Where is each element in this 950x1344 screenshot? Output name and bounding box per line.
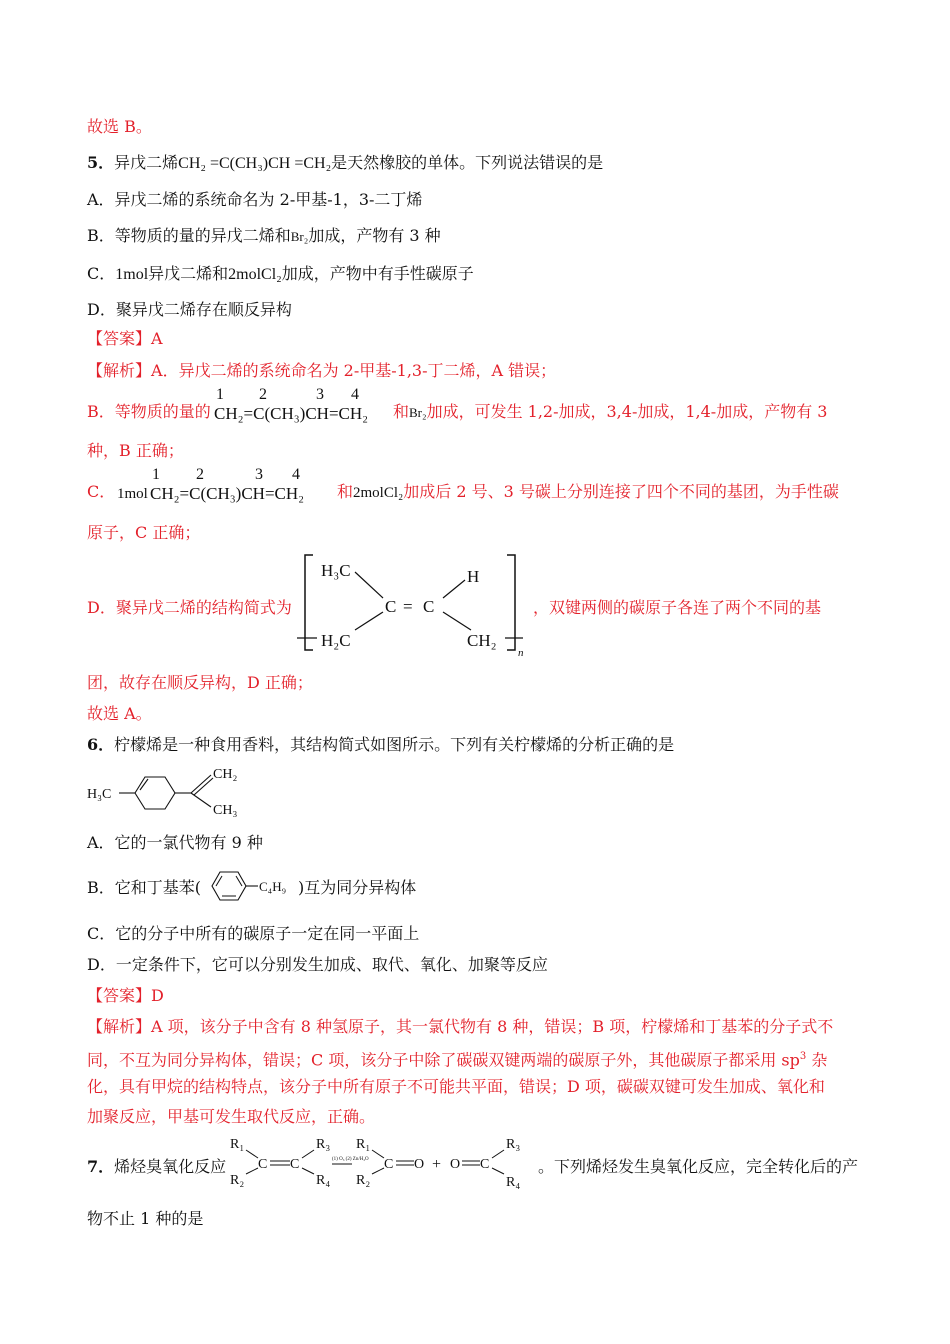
label-h3c: H₃C	[321, 561, 351, 580]
bond-ch3	[355, 572, 383, 598]
q5-exp-b-tail: 加成，可发生 1,2-加成，3,4-加成，1,4-加成，产物有 3	[426, 402, 828, 421]
q7-stem-b: 。下列烯烃发生臭氧化反应，完全转化后的产	[538, 1157, 859, 1176]
label-ch3: CH₃	[213, 803, 238, 818]
bond-ch2-b	[194, 778, 213, 795]
bond-r1-product	[372, 1150, 384, 1158]
q4-conclusion: 故选 B。	[87, 117, 152, 136]
q5-exp-c-formula: CH₂=C(CH₃)CH=CH₂	[150, 484, 305, 503]
q5-option-c-1mol: 1mol	[115, 266, 149, 283]
q6-stem-text: 柠檬烯是一种食用香料，其结构简式如图所示。下列有关柠檬烯的分析正确的是	[114, 735, 675, 754]
q5-stem-a: 异戊二烯	[114, 153, 179, 172]
reaction-condition: (1) O₃ (2) Zn/H₂O	[332, 1157, 369, 1162]
carbon-number-2: 2	[196, 466, 204, 483]
q5-exp-c-numbers	[150, 466, 330, 486]
ozonolysis-reaction	[228, 1130, 540, 1192]
bond-ch2-a	[191, 775, 211, 793]
q6-exp-l1: A 项，该分子中含有 8 种氢原子，其一氯代物有 8 种，错误；B 项，柠檬烯和丁基苯的分子式不	[151, 1017, 834, 1036]
label-c1: C	[385, 597, 397, 616]
label-c4h9: C₄H₉	[259, 879, 287, 894]
q6-option-a: A．它的一氯代物有 9 种	[87, 833, 263, 852]
label-r1-product: R₁	[356, 1137, 371, 1152]
q5-explanation-a	[87, 360, 556, 382]
bond-r1	[246, 1150, 258, 1158]
q5-exp-d-tail: ，双键两侧的碳原子各连了两个不同的基	[533, 598, 822, 617]
q6-exp-l2-b: 杂	[806, 1050, 828, 1070]
q5-exp-d-pre: D．聚异戊二烯的结构简式为	[87, 598, 292, 617]
q6-explanation-1	[87, 1016, 833, 1038]
carbon-number-3: 3	[255, 466, 263, 483]
carbon-number-3: 3	[316, 386, 324, 403]
q5-option-c	[87, 263, 474, 286]
bond-h	[443, 580, 465, 598]
q5-option-a: A．异戊二烯的系统命名为 2-甲基-1，3-二丁烯	[87, 190, 423, 209]
q5-option-b	[87, 225, 441, 248]
q5-exp-c-rest	[337, 481, 839, 504]
q5-exp-c-pre: C．	[87, 482, 116, 501]
label-r3-product: R₃	[506, 1137, 521, 1152]
label-ch2: CH₂	[213, 767, 238, 782]
q5-exp-b-numbers	[214, 386, 394, 406]
q6-exp-tag: 【解析】	[87, 1017, 152, 1036]
q7-stem-a: 烯烃臭氧化反应	[114, 1157, 227, 1176]
bond-r4	[302, 1168, 314, 1174]
q7-number: 7．	[87, 1157, 115, 1176]
q5-option-b-br2: Br₂	[290, 229, 309, 244]
q5-exp-b-and: 和	[393, 402, 410, 421]
q5-option-b-tail: 加成，产物有 3 种	[308, 226, 441, 245]
bond-ch2-left	[355, 612, 383, 630]
q6-option-b	[87, 877, 201, 899]
q5-number: 5．	[87, 153, 115, 172]
label-r2-product: R₂	[356, 1173, 371, 1188]
q5-option-c-letter: C．	[87, 264, 116, 283]
q5-exp-c-cl2: 2molCl₂	[353, 485, 404, 501]
carbon-number-2: 2	[259, 386, 267, 403]
carbon-number-1: 1	[216, 386, 224, 403]
limonene-structure	[85, 760, 265, 820]
q6-option-b-pre: B．它和丁基苯(	[87, 878, 202, 897]
label-c2: C	[423, 597, 435, 616]
label-r4-product: R₄	[506, 1175, 521, 1190]
q5-exp-c-and: 和	[337, 482, 354, 501]
bond-r3	[302, 1150, 314, 1158]
label-h2c: H₂C	[321, 631, 351, 650]
carbon-number-1: 1	[152, 466, 160, 483]
butylbenzene-structure	[202, 868, 298, 904]
q6-option-b-tail: )互为同分异构体	[298, 878, 417, 897]
q5-stem-b: 是天然橡胶的单体。下列说法错误的是	[331, 153, 604, 172]
q6-explanation-4: 加聚反应，甲基可发生取代反应，正确。	[87, 1107, 376, 1126]
bond-r2-product	[372, 1168, 384, 1174]
q6-answer: 【答案】D	[87, 986, 164, 1005]
q7-stem	[87, 1156, 226, 1178]
q5-exp-c-tail2: 原子，C 正确；	[87, 523, 201, 542]
q5-exp-b-rest	[393, 401, 827, 424]
q5-option-c-cl2: 2molCl₂	[228, 266, 282, 283]
label-h: H	[467, 567, 480, 586]
q5-exp-b-tail2: 种，B 正确；	[87, 441, 184, 460]
label-r4: R₄	[316, 1173, 331, 1188]
q6-number: 6．	[87, 735, 115, 754]
label-n: n	[518, 647, 524, 659]
label-c-left: C	[258, 1157, 268, 1172]
label-r1: R₁	[230, 1137, 245, 1152]
q6-option-c: C．它的分子中所有的碳原子一定在同一平面上	[87, 924, 420, 943]
label-plus: +	[432, 1156, 442, 1173]
bond-ch2-right	[443, 612, 471, 630]
label-r2: R₂	[230, 1173, 245, 1188]
q5-exp-tag: 【解析】	[87, 361, 152, 380]
q5-exp-d-tail2: 团，故存在顺反异构，D 正确；	[87, 673, 313, 692]
polyisoprene-structure	[295, 550, 535, 660]
label-o2: O	[450, 1157, 461, 1172]
bond-r4-product	[492, 1168, 504, 1174]
ring	[135, 777, 175, 809]
label-eq: =	[403, 597, 413, 616]
carbon-number-4: 4	[292, 466, 300, 483]
label-o1: O	[414, 1157, 425, 1172]
label-c-product1: C	[384, 1157, 394, 1172]
q5-exp-c-1mol: 1mol	[117, 486, 148, 502]
label-c-product2: C	[480, 1157, 490, 1172]
q7-stem-c: 物不止 1 种的是	[87, 1209, 204, 1228]
q5-explanation-b	[87, 401, 211, 423]
q5-option-c-tail: 加成，产物中有手性碳原子	[281, 264, 474, 283]
q6-explanation-2	[87, 1046, 827, 1071]
q5-conclusion: 故选 A。	[87, 704, 152, 723]
label-c-right: C	[290, 1157, 300, 1172]
q5-option-c-mid: 异戊二烯和	[148, 264, 229, 283]
q5-exp-b-br2: Br₂	[409, 405, 427, 420]
q5-exp-b-formula: CH₂=C(CH₃)CH=CH₂	[214, 404, 369, 423]
q5-exp-a-text: A．异戊二烯的系统命名为 2-甲基-1,3-丁二烯，A 错误；	[151, 361, 557, 380]
q6-stem	[87, 734, 674, 756]
q5-answer: 【答案】A	[87, 329, 163, 348]
label-ch2: CH₂	[467, 631, 497, 650]
q6-exp-l2-sup: 3	[799, 1051, 807, 1062]
label-r3: R₃	[316, 1137, 331, 1152]
carbon-number-4: 4	[351, 386, 359, 403]
q5-exp-b-pre: B．等物质的量的	[87, 402, 211, 421]
q6-option-d: D．一定条件下，它可以分别发生加成、取代、氧化、加聚等反应	[87, 955, 548, 974]
ring-double-bond	[140, 779, 148, 790]
bond-ch3	[191, 793, 211, 807]
q5-exp-c-tail: 加成后 2 号、3 号碳上分别连接了四个不同的基团，为手性碳	[403, 482, 839, 501]
bond-r3-product	[492, 1150, 504, 1158]
q6-exp-l2-a: 同，不互为同分异构体，错误；C 项，该分子中除了碳碳双键两端的碳原子外，其他碳原子都采用 sp	[87, 1050, 800, 1070]
q5-option-b-text: B．等物质的量的异戊二烯和	[87, 226, 291, 245]
label-h3c: H₃C	[87, 787, 112, 802]
left-bracket	[305, 555, 313, 650]
q5-stem	[87, 152, 603, 175]
q6-explanation-3: 化，具有甲烷的结构特点，该分子中所有原子不可能共平面，错误；D 项，碳碳双键可发生加成、氧化和	[87, 1077, 825, 1096]
bond-r2	[246, 1168, 258, 1174]
right-bracket	[507, 555, 515, 650]
q5-formula: CH₂ =C(CH₃)CH =CH₂	[178, 155, 332, 172]
q5-option-d: D．聚异戊二烯存在顺反异构	[87, 300, 292, 319]
